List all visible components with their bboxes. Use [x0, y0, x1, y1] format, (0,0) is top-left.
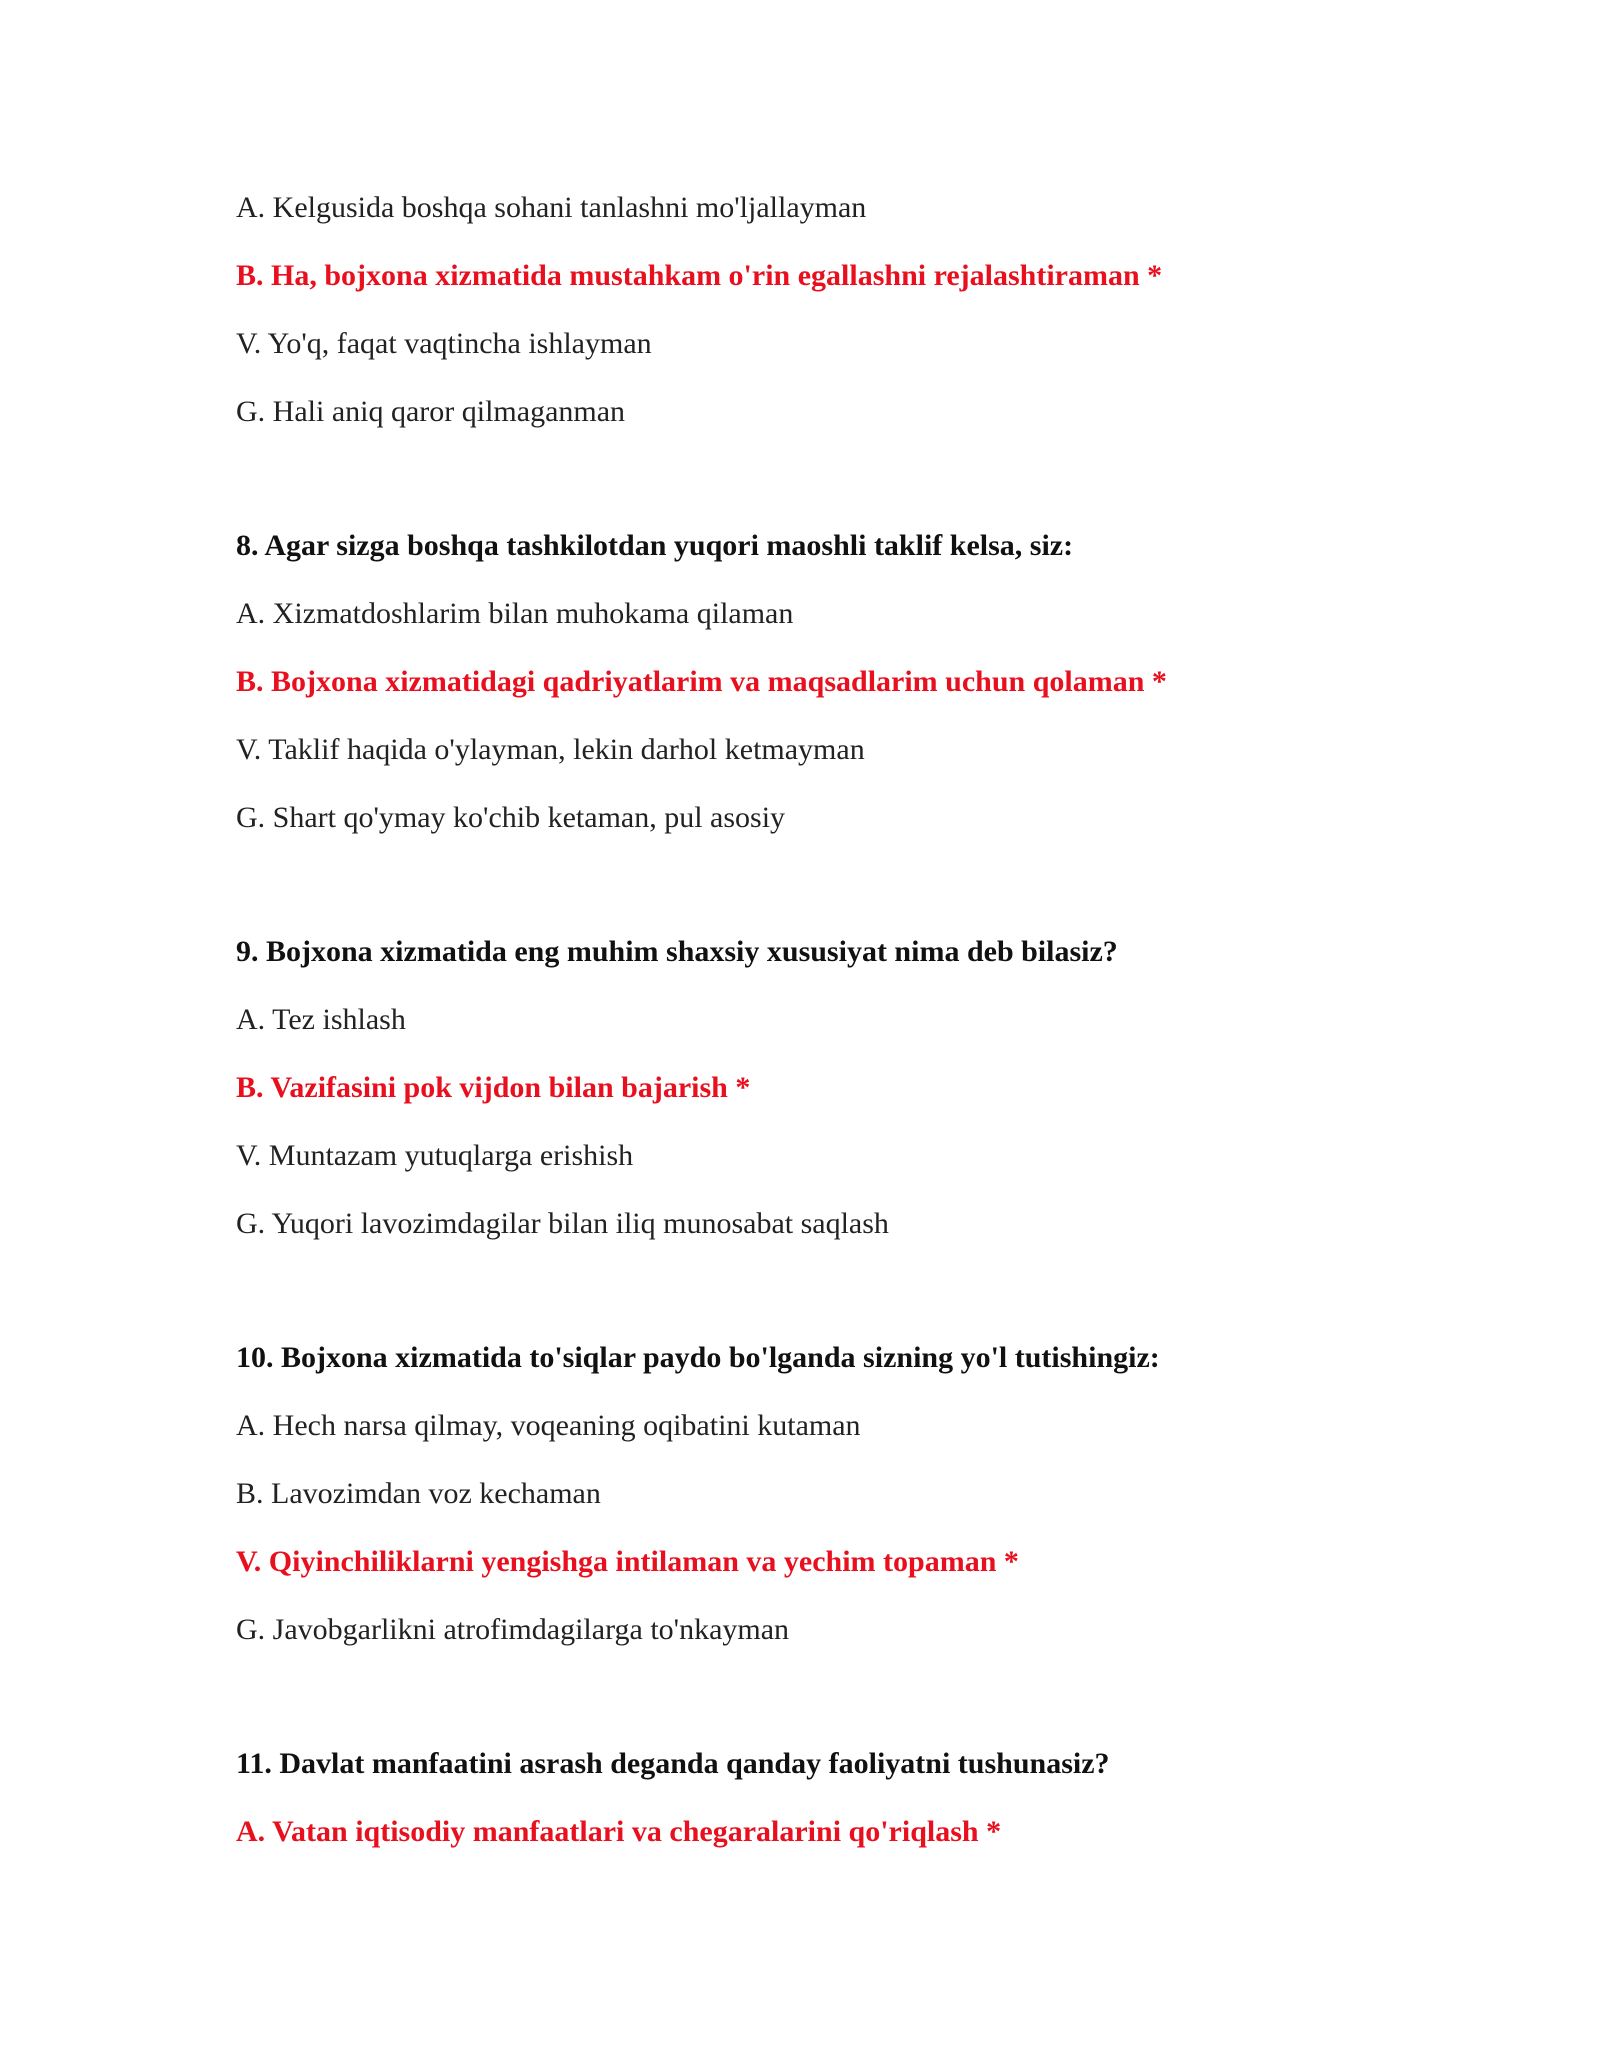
answer-option-g: G. Yuqori lavozimdagilar bilan iliq munosabat saqlash: [236, 1207, 889, 1240]
correct-answer-option-a: A. Vatan iqtisodiy manfaatlari va chegaralarini qo'riqlash *: [236, 1815, 1002, 1848]
answer-option-b: B. Lavozimdan voz kechaman: [236, 1477, 601, 1510]
question-9: 9. Bojxona xizmatida eng muhim shaxsiy xususiyat nima deb bilasiz?: [236, 935, 1118, 968]
correct-answer-option-b: B. Vazifasini pok vijdon bilan bajarish *: [236, 1071, 751, 1104]
answer-option-v: V. Yo'q, faqat vaqtincha ishlayman: [236, 327, 652, 360]
answer-option-v: V. Muntazam yutuqlarga erishish: [236, 1139, 634, 1172]
correct-answer-option-b: B. Ha, bojxona xizmatida mustahkam o'rin egallashni rejalashtiraman *: [236, 259, 1163, 292]
correct-answer-option-b: B. Bojxona xizmatidagi qadriyatlarim va maqsadlarim uchun qolaman *: [236, 665, 1167, 698]
answer-option-v: V. Taklif haqida o'ylayman, lekin darhol ketmayman: [236, 733, 865, 766]
answer-option-g: G. Hali aniq qaror qilmaganman: [236, 395, 626, 428]
question-8: 8. Agar sizga boshqa tashkilotdan yuqori maoshli taklif kelsa, siz:: [236, 529, 1074, 562]
answer-option-a: A. Tez ishlash: [236, 1003, 406, 1036]
question-10: 10. Bojxona xizmatida to'siqlar paydo bo'lganda sizning yo'l tutishingiz:: [236, 1341, 1160, 1374]
answer-option-a: A. Hech narsa qilmay, voqeaning oqibatini kutaman: [236, 1409, 861, 1442]
question-11: 11. Davlat manfaatini asrash deganda qanday faoliyatni tushunasiz?: [236, 1747, 1110, 1780]
answer-option-a: A. Kelgusida boshqa sohani tanlashni mo'ljallayman: [236, 191, 867, 224]
answer-option-a: A. Xizmatdoshlarim bilan muhokama qilaman: [236, 597, 794, 630]
correct-answer-option-v: V. Qiyinchiliklarni yengishga intilaman va yechim topaman *: [236, 1545, 1019, 1578]
answer-option-g: G. Shart qo'ymay ko'chib ketaman, pul asosiy: [236, 801, 786, 834]
answer-option-g: G. Javobgarlikni atrofimdagilarga to'nkayman: [236, 1613, 790, 1646]
